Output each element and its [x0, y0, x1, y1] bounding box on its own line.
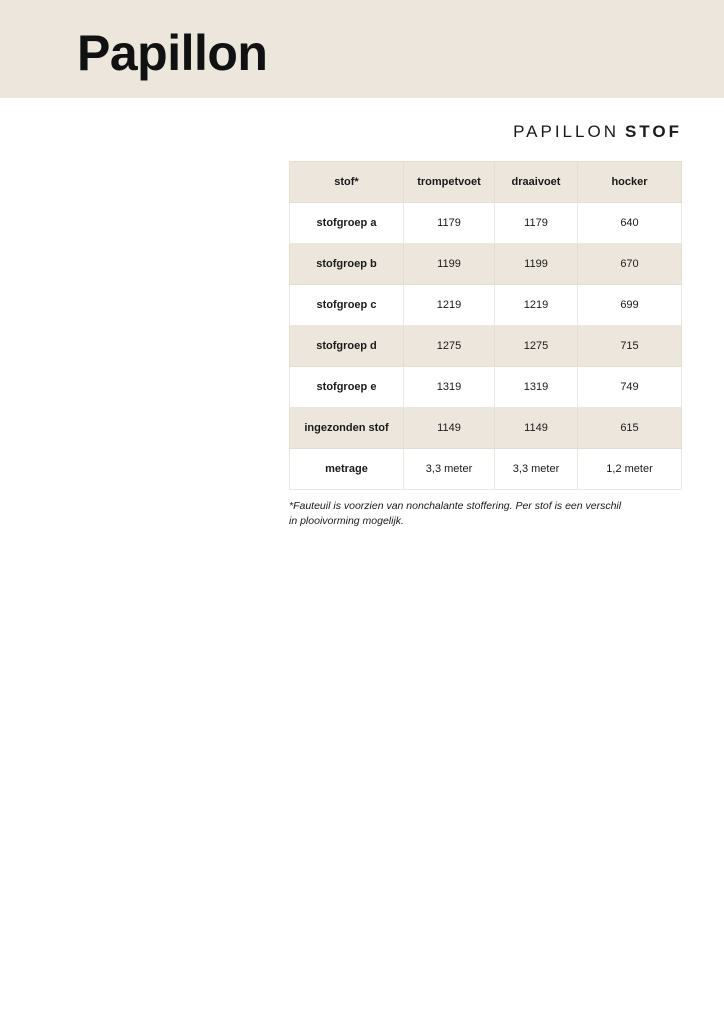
row-label: ingezonden stof — [290, 408, 404, 449]
section-heading-product: PAPILLON — [513, 122, 619, 141]
footnote-line-1: *Fauteuil is voorzien van nonchalante stoffering. Per stof is een verschil — [289, 500, 622, 512]
row-label: stofgroep d — [290, 326, 404, 367]
price-cell: 1199 — [404, 244, 495, 285]
price-cell: 615 — [578, 408, 682, 449]
price-cell: 1149 — [404, 408, 495, 449]
page-title: Papillon — [77, 25, 268, 81]
price-cell: 715 — [578, 326, 682, 367]
price-cell: 1275 — [495, 326, 578, 367]
row-label: stofgroep b — [290, 244, 404, 285]
price-table — [289, 161, 682, 490]
price-cell: 640 — [578, 203, 682, 244]
section-heading-category: STOF — [624, 122, 682, 141]
metrage-cell: 3,3 meter — [495, 449, 578, 490]
table-row — [290, 408, 682, 449]
table-row — [290, 449, 682, 490]
price-cell: 749 — [578, 367, 682, 408]
column-header-hocker: hocker — [578, 162, 682, 203]
metrage-cell: 1,2 meter — [578, 449, 682, 490]
price-cell: 1319 — [495, 367, 578, 408]
table-row — [290, 244, 682, 285]
metrage-cell: 3,3 meter — [404, 449, 495, 490]
price-cell: 1179 — [404, 203, 495, 244]
table-row — [290, 285, 682, 326]
column-header-stof: stof* — [290, 162, 404, 203]
column-header-trompetvoet: trompetvoet — [404, 162, 495, 203]
row-label: stofgroep a — [290, 203, 404, 244]
price-cell: 1199 — [495, 244, 578, 285]
price-cell: 1179 — [495, 203, 578, 244]
price-cell: 1149 — [495, 408, 578, 449]
footnote — [289, 499, 649, 529]
price-cell: 699 — [578, 285, 682, 326]
footnote-line-2: in plooivorming mogelijk. — [289, 515, 404, 527]
table-header-row — [290, 162, 682, 203]
table-row — [290, 367, 682, 408]
section-heading — [513, 122, 682, 142]
header-band — [0, 0, 724, 98]
table-row — [290, 203, 682, 244]
price-cell: 670 — [578, 244, 682, 285]
row-label: stofgroep e — [290, 367, 404, 408]
table-row — [290, 326, 682, 367]
price-cell: 1219 — [495, 285, 578, 326]
row-label: metrage — [290, 449, 404, 490]
price-cell: 1275 — [404, 326, 495, 367]
column-header-draaivoet: draaivoet — [495, 162, 578, 203]
row-label: stofgroep c — [290, 285, 404, 326]
price-cell: 1319 — [404, 367, 495, 408]
price-cell: 1219 — [404, 285, 495, 326]
